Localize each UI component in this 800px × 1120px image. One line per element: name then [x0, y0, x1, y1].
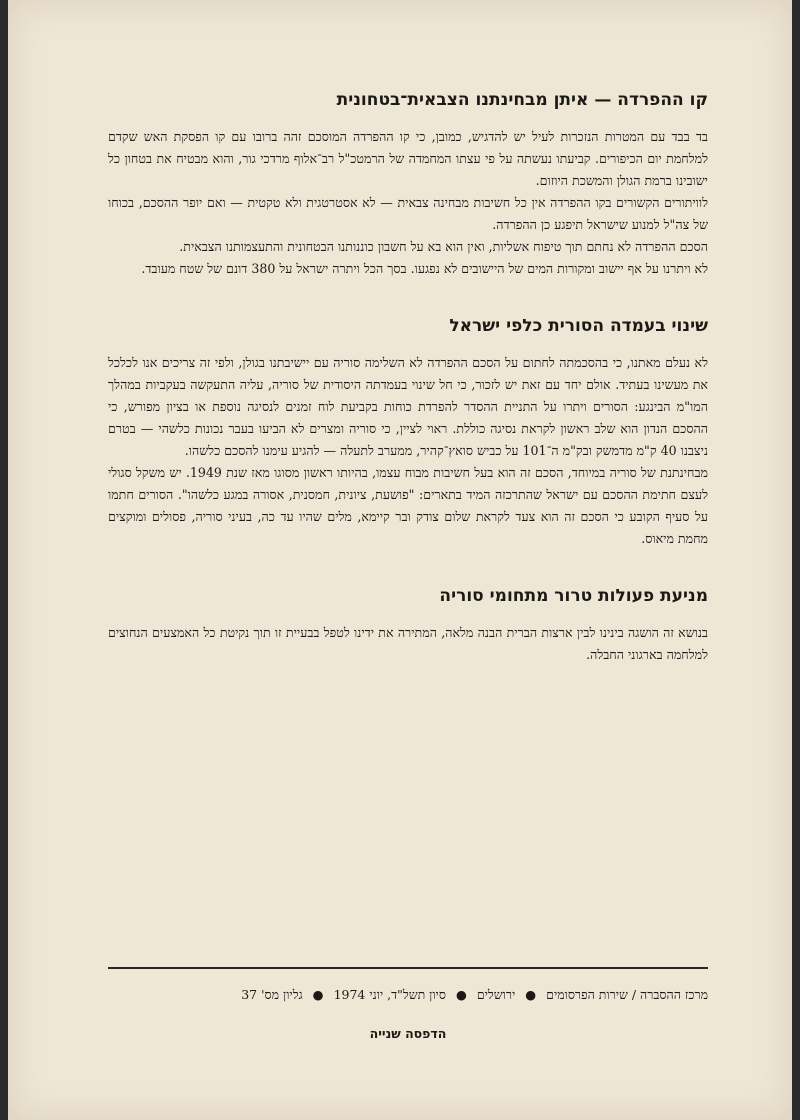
bullet-icon: ● — [455, 987, 467, 1002]
bullet-icon: ● — [312, 987, 324, 1002]
paragraph: לא ויתרנו על אף יישוב ומקורות המים של היישובים לא נפגעו. בסך הכל ויתרה ישראל על 380 דונם של שטח מעובד. — [141, 261, 708, 276]
bullet-icon: ● — [525, 987, 537, 1002]
section-separation-line — [108, 88, 708, 280]
section-title: קו ההפרדה — איתן מבחינתנו הצבאית־בטחונית — [336, 90, 708, 110]
paragraph: לוויתורים הקשורים בקו ההפרדה אין כל חשיבות מבחינה צבאית — לא אסטרטגית ולא טקטית — ואם יופר ההסכם, בכוחו של צה"ל למנוע שישראל תיפגע כן ההפרדה. — [108, 195, 708, 232]
section-terror-prevention — [108, 584, 708, 666]
footer-issue: גליון מס' 37 — [241, 987, 303, 1002]
printing-edition: הדפסה שנייה — [369, 1026, 447, 1041]
section-title: שינוי בעמדה הסורית כלפי ישראל — [449, 316, 708, 336]
page-sheet — [8, 0, 792, 1120]
paragraph: מבחינתנת של סוריה במיוחד, הסכם זה הוא בעל חשיבות מבוח עצמו, בהיותו ראשון מסוגו מאז שנת 1949. יש משקל סגולי לעצם חתימת ההסכם עם ישראל שהתרכזה המיד בתארים: "פושעת, ציונית, חמסנית, אסורה במגע כלשהו". הסורים חתמו על סעיף הקובע כי הסכם זה הוא צעד לקראת שלום צודק ובר קיימא, מלים שהיו עד כה, בעיני סוריה, פסולים ומוקצים מחמת מיאוס. — [108, 465, 708, 546]
paragraph: הסכם ההפרדה לא נחתם תוך טיפוח אשליות, ואין הוא בא על חשבון כוננותנו הבטחונית והתעצמותנו הצבאית. — [179, 239, 708, 254]
paragraph: בנושא זה הושגה בינינו לבין ארצות הברית הבנה מלאה, המתירה את ידינו לטפל בבעיית זו תוך נקיטת כל האמצעים הנחוצים למלחמה בארגוני החבלה. — [108, 625, 708, 662]
footer-date: סיון תשל"ד, יוני 1974 — [333, 987, 446, 1002]
document-body — [108, 88, 708, 700]
paragraph: בד בבד עם המטרות הנזכרות לעיל יש להדגיש, כמובן, כי קו ההפרדה המוסכם זהה ברובו עם קו הפסקת האש שקדם למלחמת יום הכיפורים. קביעתו נעשתה על פי עצתו המחמדה של הרמטכ"ל רב־אלוף מרדכי גור, והוא מבטיח את בטחון כל ישובינו ברמת הגולן והמשכת היוזום. — [108, 129, 708, 188]
section-syrian-position — [108, 314, 708, 550]
footer-publication-info — [108, 985, 708, 1005]
footer-city: ירושלים — [476, 987, 516, 1002]
section-title: מניעת פעולות טרור מתחומי סוריה — [439, 586, 708, 606]
footer-divider — [108, 967, 708, 969]
paragraph: לא נעלם מאתנו, כי בהסכמתה לחתום על הסכם ההפרדה לא השלימה סוריה עם יישיבתנו בגולן, ולפי זה צריכים אנו לכלכל את מעשינו בעתיד. אולם יחד עם זאת יש לזכור, כי חל שינוי בעמדתה היסודית של סוריה, עליה התעקשה בעקביות במהלך המו"מ הבינגע: הסורים ויתרו על התניית ההסדר להפרדת כוחות בקביעת לוח זמנים לנסיגה נוספת או בציון מפורש, כי ההסכם הנדון הוא שלב ראשון לקראת נסיגה כוללת. ראוי לציין, כי סוריה ומצרים לא הביעו בעבר נכונות כלשהי — בטרם ניצבנו 40 ק"מ מדמשק ובק"מ ה־101 על כביש סואץ־קהיר, ממערב לתעלה — להגיע עימנו להסכם כלשהו. — [108, 355, 708, 458]
footer-org: מרכז ההסברה / שירות הפרסומים — [546, 987, 708, 1002]
